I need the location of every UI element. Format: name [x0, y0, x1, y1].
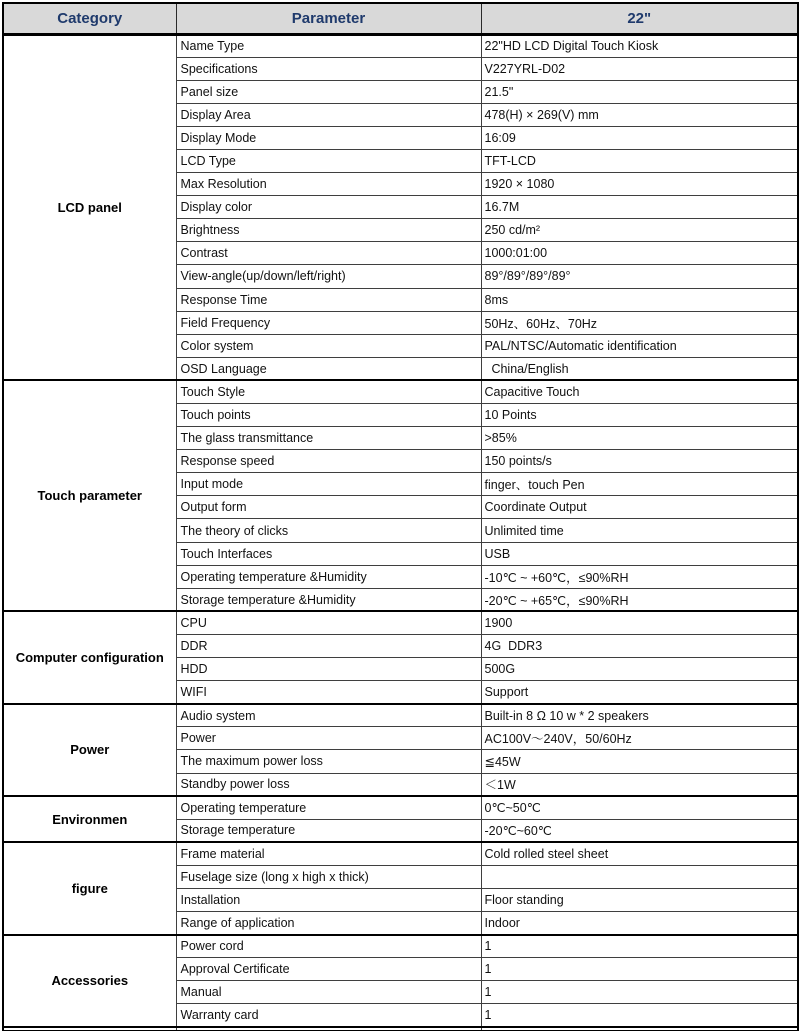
value-cell: 250 cd/m² — [481, 219, 798, 242]
partial-row — [3, 1027, 798, 1031]
parameter-cell: Display Mode — [176, 126, 481, 149]
value-cell: finger、touch Pen — [481, 473, 798, 496]
value-cell — [481, 865, 798, 888]
parameter-cell: CPU — [176, 611, 481, 634]
table-row — [3, 704, 798, 727]
value-cell: TFT-LCD — [481, 149, 798, 172]
value-cell: 1900 — [481, 611, 798, 634]
value-cell: Indoor — [481, 912, 798, 935]
parameter-cell: WIFI — [176, 681, 481, 704]
parameter-cell: Max Resolution — [176, 173, 481, 196]
table-row — [3, 611, 798, 634]
header-row — [3, 3, 798, 34]
parameter-cell: OSD Language — [176, 357, 481, 380]
value-cell: 22"HD LCD Digital Touch Kiosk — [481, 34, 798, 57]
value-cell: 1 — [481, 935, 798, 958]
parameter-cell: View-angle(up/down/left/right) — [176, 265, 481, 288]
value-cell: 10 Points — [481, 404, 798, 427]
parameter-cell: Touch Style — [176, 380, 481, 403]
value-cell: PAL/NTSC/Automatic identification — [481, 334, 798, 357]
spec-table-body — [3, 34, 798, 1031]
category-cell: Computer configuration — [3, 611, 176, 703]
category-cell: Environmen — [3, 796, 176, 842]
value-cell: 16.7M — [481, 196, 798, 219]
parameter-cell: Color system — [176, 334, 481, 357]
parameter-cell: Frame material — [176, 842, 481, 865]
parameter-cell: Warranty card — [176, 1004, 481, 1027]
value-cell: V227YRL-D02 — [481, 57, 798, 80]
table-row — [3, 796, 798, 819]
parameter-cell: Touch points — [176, 404, 481, 427]
value-cell: -20℃ ~ +65℃，≤90%RH — [481, 588, 798, 611]
value-cell: 1 — [481, 981, 798, 1004]
category-cell: LCD panel — [3, 34, 176, 380]
parameter-cell: Field Frequency — [176, 311, 481, 334]
parameter-cell: Display Area — [176, 103, 481, 126]
value-cell: Cold rolled steel sheet — [481, 842, 798, 865]
parameter-cell: Brightness — [176, 219, 481, 242]
value-cell: 150 points/s — [481, 450, 798, 473]
parameter-cell: Standby power loss — [176, 773, 481, 796]
table-row — [3, 380, 798, 403]
parameter-cell: Output form — [176, 496, 481, 519]
value-cell: Built-in 8 Ω 10 w * 2 speakers — [481, 704, 798, 727]
empty-cell — [176, 1027, 481, 1031]
parameter-cell: LCD Type — [176, 149, 481, 172]
parameter-cell: Installation — [176, 888, 481, 911]
value-cell: -20℃~60℃ — [481, 819, 798, 842]
value-cell: 0℃~50℃ — [481, 796, 798, 819]
parameter-cell: Audio system — [176, 704, 481, 727]
value-cell: 1 — [481, 1004, 798, 1027]
spec-table-header — [3, 3, 798, 34]
value-cell: 4G DDR3 — [481, 634, 798, 657]
parameter-cell: Operating temperature &Humidity — [176, 565, 481, 588]
parameter-cell: Storage temperature &Humidity — [176, 588, 481, 611]
parameter-cell: Touch Interfaces — [176, 542, 481, 565]
parameter-cell: Specifications — [176, 57, 481, 80]
parameter-cell: Approval Certificate — [176, 958, 481, 981]
parameter-cell: Power cord — [176, 935, 481, 958]
value-cell: Coordinate Output — [481, 496, 798, 519]
value-cell: 1 — [481, 958, 798, 981]
category-cell: Accessories — [3, 935, 176, 1027]
value-cell: 500G — [481, 658, 798, 681]
parameter-cell: Contrast — [176, 242, 481, 265]
value-cell: 478(H) × 269(V) mm — [481, 103, 798, 126]
value-cell: 8ms — [481, 288, 798, 311]
header-size: 22" — [481, 3, 798, 34]
parameter-cell: Input mode — [176, 473, 481, 496]
empty-cell — [481, 1027, 798, 1031]
parameter-cell: Panel size — [176, 80, 481, 103]
parameter-cell: Response Time — [176, 288, 481, 311]
value-cell: Capacitive Touch — [481, 380, 798, 403]
value-cell: ＜1W — [481, 773, 798, 796]
header-parameter: Parameter — [176, 3, 481, 34]
value-cell: 1920 × 1080 — [481, 173, 798, 196]
value-cell: -10℃ ~ +60℃，≤90%RH — [481, 565, 798, 588]
value-cell: AC100V～240V，50/60Hz — [481, 727, 798, 750]
value-cell: ≦45W — [481, 750, 798, 773]
value-cell: 21.5" — [481, 80, 798, 103]
value-cell: 16:09 — [481, 126, 798, 149]
value-cell: Unlimited time — [481, 519, 798, 542]
value-cell: USB — [481, 542, 798, 565]
value-cell: 1000:01:00 — [481, 242, 798, 265]
parameter-cell: Name Type — [176, 34, 481, 57]
value-cell: Support — [481, 681, 798, 704]
category-cell: figure — [3, 842, 176, 934]
empty-cell — [3, 1027, 176, 1031]
parameter-cell: DDR — [176, 634, 481, 657]
value-cell: >85% — [481, 427, 798, 450]
table-row — [3, 34, 798, 57]
value-cell: China/English — [481, 357, 798, 380]
parameter-cell: Storage temperature — [176, 819, 481, 842]
spec-table — [2, 2, 799, 1031]
parameter-cell: Range of application — [176, 912, 481, 935]
value-cell: 50Hz、60Hz、70Hz — [481, 311, 798, 334]
parameter-cell: Fuselage size (long x high x thick) — [176, 865, 481, 888]
parameter-cell: The theory of clicks — [176, 519, 481, 542]
parameter-cell: The maximum power loss — [176, 750, 481, 773]
parameter-cell: Response speed — [176, 450, 481, 473]
header-category: Category — [3, 3, 176, 34]
parameter-cell: Operating temperature — [176, 796, 481, 819]
category-cell: Touch parameter — [3, 380, 176, 611]
parameter-cell: HDD — [176, 658, 481, 681]
parameter-cell: Power — [176, 727, 481, 750]
parameter-cell: The glass transmittance — [176, 427, 481, 450]
parameter-cell: Display color — [176, 196, 481, 219]
table-row — [3, 842, 798, 865]
value-cell: 89°/89°/89°/89° — [481, 265, 798, 288]
parameter-cell: Manual — [176, 981, 481, 1004]
category-cell: Power — [3, 704, 176, 796]
value-cell: Floor standing — [481, 888, 798, 911]
table-row — [3, 935, 798, 958]
